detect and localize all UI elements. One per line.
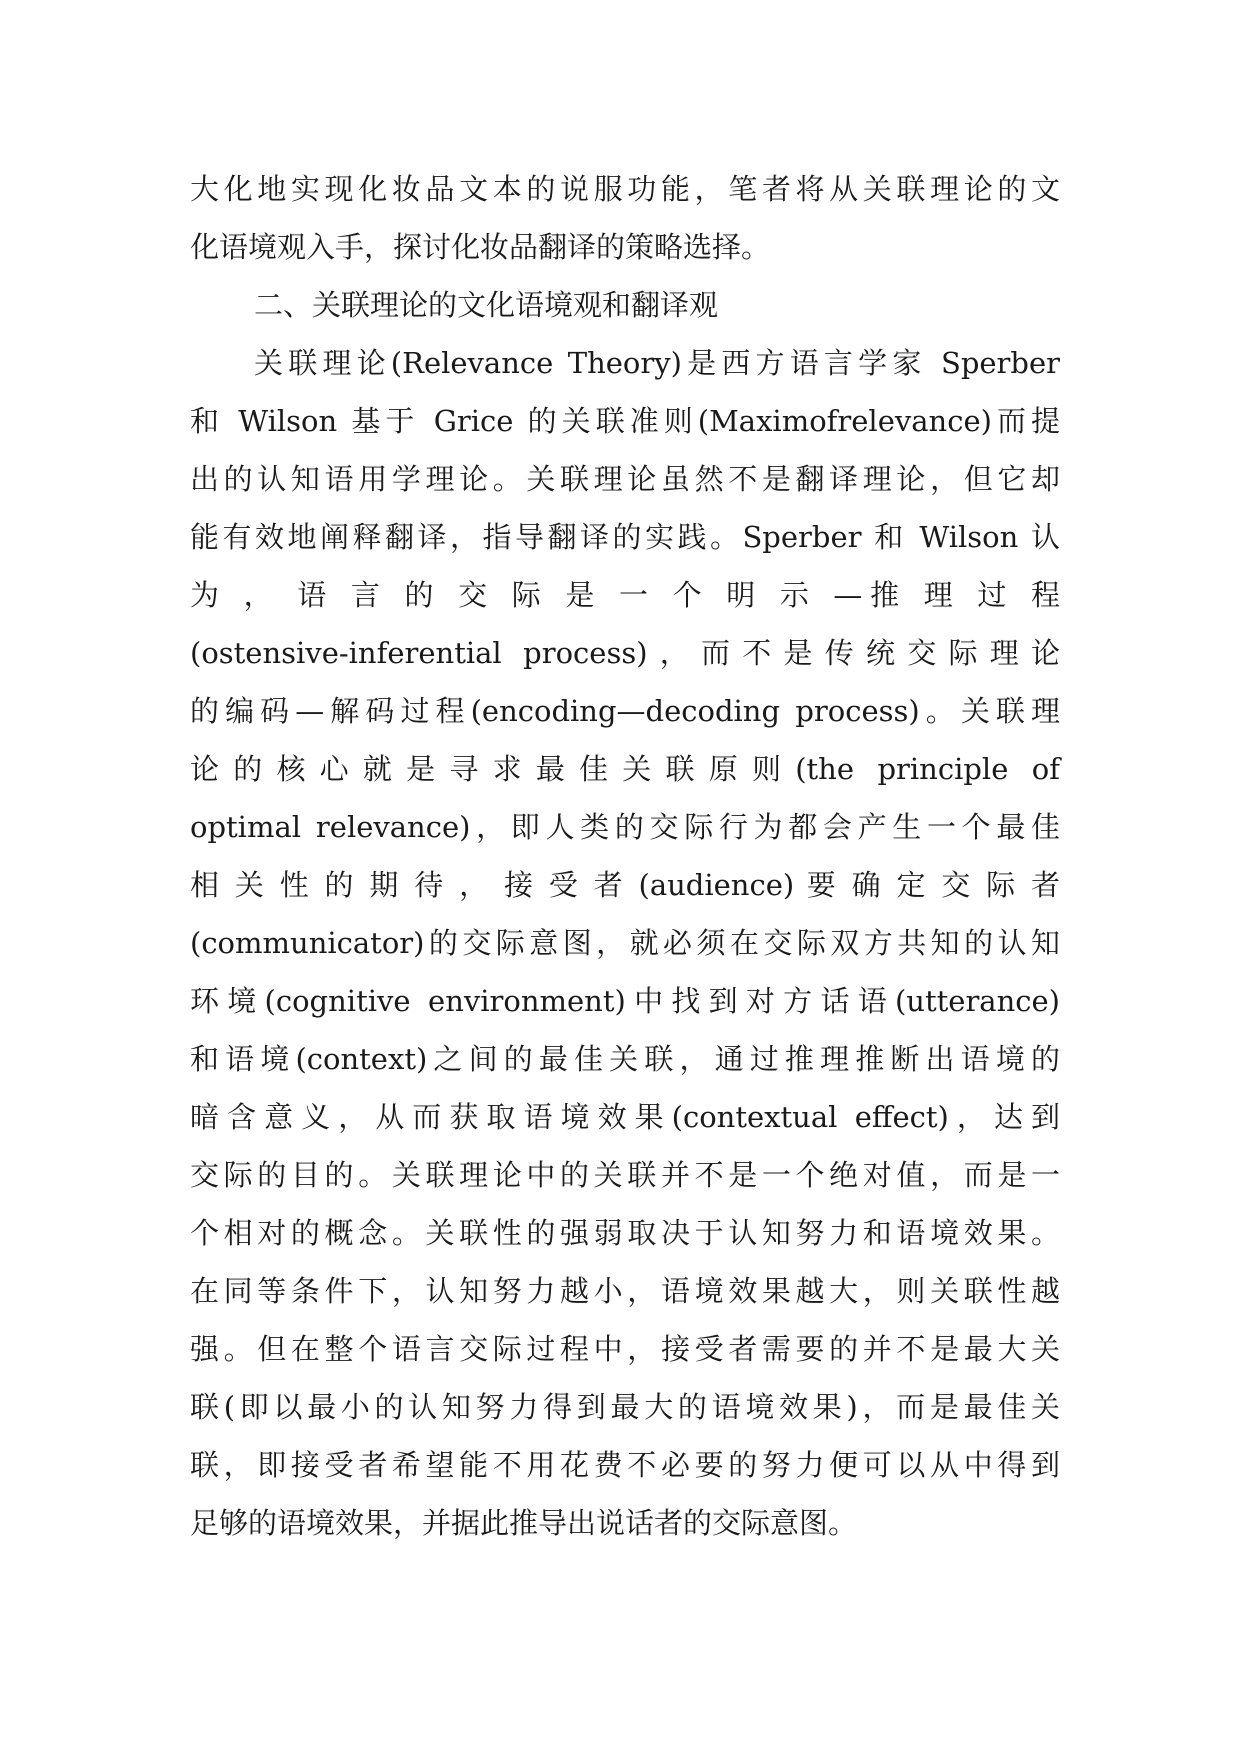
text-line: 关联理论(Relevance Theory)是西方语言学家 Sperber — [254, 346, 1060, 380]
text-line: 和 Wilson 基于 Grice 的关联准则(Maximofrelevance)而提 — [190, 404, 1060, 438]
text-line: 论的核心就是寻求最佳关联原则(the principle of — [190, 752, 1060, 786]
text-line: 化语境观入手，探讨化妆品翻译的策略选择。 — [190, 230, 771, 264]
section-heading: 二、关联理论的文化语境观和翻译观 — [254, 288, 719, 322]
text-line: 相 关 性 的 期 待 ， 接 受 者 (audience) 要 确 定 交 际 者 — [190, 868, 1060, 902]
text-line: 能有效地阐释翻译，指导翻译的实践。Sperber 和 Wilson 认 — [190, 520, 1060, 554]
text-line: 出的认知语用学理论。关联理论虽然不是翻译理论，但它却 — [190, 462, 1060, 496]
text-line: (communicator)的交际意图，就必须在交际双方共知的认知 — [190, 926, 1060, 960]
text-line: (ostensive-inferential process)，而不是传统交际理论 — [190, 636, 1060, 670]
text-line: optimal relevance)，即人类的交际行为都会产生一个最佳 — [190, 810, 1060, 844]
text-line: 足够的语境效果，并据此推导出说话者的交际意图。 — [190, 1506, 858, 1540]
text-line: 强。但在整个语言交际过程中，接受者需要的并不是最大关 — [190, 1332, 1060, 1366]
text-line: 和语境(context)之间的最佳关联，通过推理推断出语境的 — [190, 1042, 1060, 1076]
text-line: 为 ， 语 言 的 交 际 是 一 个 明 示 —推 理 过 程 — [190, 578, 1060, 612]
text-line: 大化地实现化妆品文本的说服功能，笔者将从关联理论的文 — [190, 172, 1060, 206]
text-line: 个相对的概念。关联性的强弱取决于认知努力和语境效果。 — [190, 1216, 1060, 1250]
body-text — [190, 160, 1060, 1552]
text-line: 在同等条件下，认知努力越小，语境效果越大，则关联性越 — [190, 1274, 1060, 1308]
text-line: 联(即以最小的认知努力得到最大的语境效果)，而是最佳关 — [190, 1390, 1060, 1424]
text-line: 的编码—解码过程(encoding—decoding process)。关联理 — [190, 694, 1060, 728]
text-line: 暗含意义，从而获取语境效果(contextual effect)，达到 — [190, 1100, 1060, 1134]
text-line: 环境(cognitive environment)中找到对方话语(utterance) — [190, 984, 1060, 1018]
text-line: 联，即接受者希望能不用花费不必要的努力便可以从中得到 — [190, 1448, 1060, 1482]
text-line: 交际的目的。关联理论中的关联并不是一个绝对值，而是一 — [190, 1158, 1060, 1192]
